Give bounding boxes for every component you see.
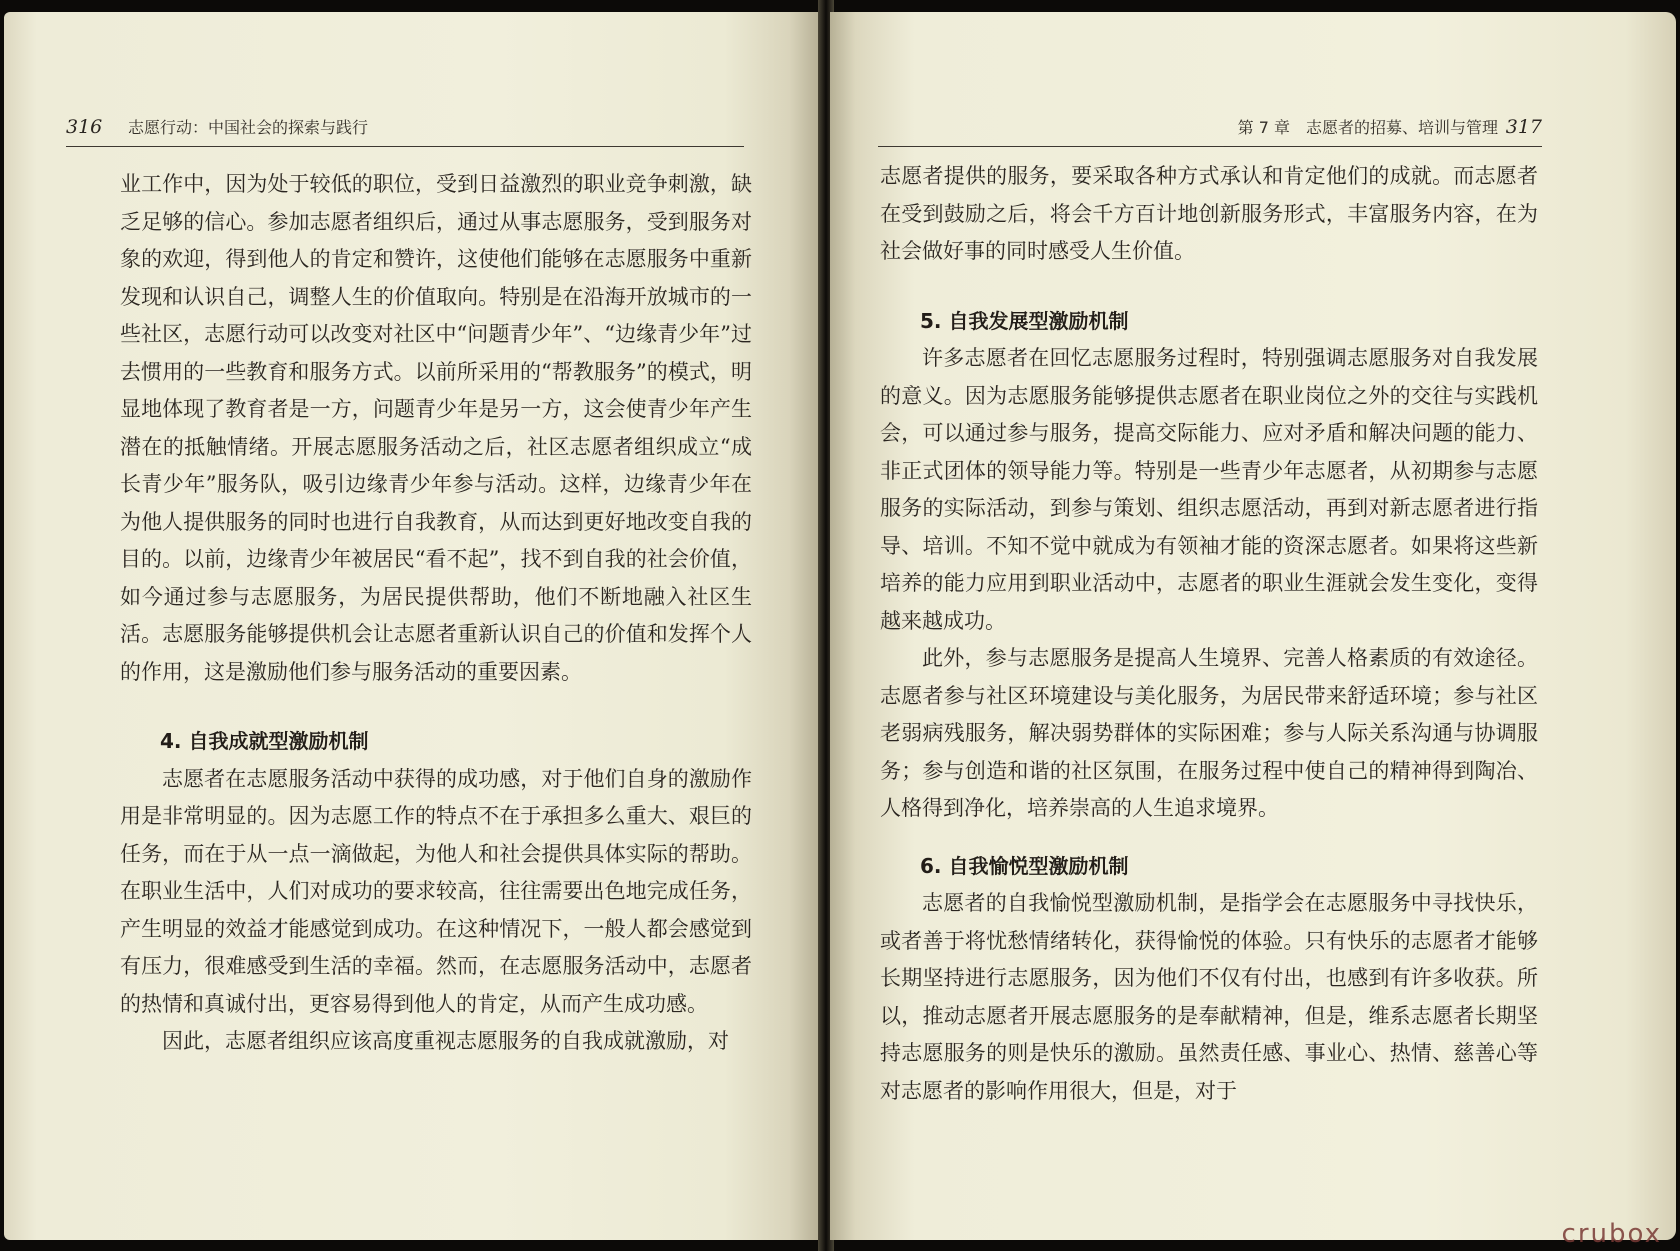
section-heading: 5. 自我发展型激励机制 — [920, 308, 1129, 333]
right-page — [830, 12, 1676, 1240]
right-page-body — [880, 158, 1538, 1110]
paragraph: 志愿者提供的服务，要采取各种方式承认和肯定他们的成就。而志愿者在受到鼓励之后，将会千方百计地创新服务形式，丰富服务内容，在为社会做好事的同时感受人生价值。 — [880, 164, 1538, 263]
paragraph: 许多志愿者在回忆志愿服务过程时，特别强调志愿服务对自我发展的意义。因为志愿服务能够提供志愿者在职业岗位之外的交往与实践机会，可以通过参与服务，提高交际能力、应对矛盾和解决问题的能力、非正式团体的领导能力等。特别是一些青少年志愿者，从初期参与志愿服务的实际活动，到参与策划、组织志愿活动，再到对新志愿者进行指导、培训。不知不觉中就成为有领袖才能的资深志愿者。如果将这些新培养的能力应用到职业活动中，志愿者的职业生涯就会发生变化，变得越来越成功。 — [880, 346, 1538, 633]
right-page-header — [878, 100, 1542, 147]
left-page — [4, 12, 822, 1240]
left-page-body — [120, 166, 752, 1061]
paragraph: 业工作中，因为处于较低的职位，受到日益激烈的职业竞争刺激，缺乏足够的信心。参加志愿者组织后，通过从事志愿服务，受到服务对象的欢迎，得到他人的肯定和赞许，这使他们能够在志愿服务中重新发现和认识自己，调整人生的价值取向。特别是在沿海开放城市的一些社区，志愿行动可以改变对社区中“问题青少年”、“边缘青少年”过去惯用的一些教育和服务方式。以前所采用的“帮教服务”的模式，明显地体现了教育者是一方，问题青少年是另一方，这会使青少年产生潜在的抵触情绪。开展志愿服务活动之后，社区志愿者组织成立“成长青少年”服务队，吸引边缘青少年参与活动。这样，边缘青少年在为他人提供服务的同时也进行自我教育，从而达到更好地改变自我的目的。以前，边缘青少年被居民“看不起”，找不到自我的社会价值，如今通过参与志愿服务，为居民提供帮助，他们不断地融入社区生活。志愿服务能够提供机会让志愿者重新认识自己的价值和发挥个人的作用，这是激励他们参与服务活动的重要因素。 — [120, 172, 752, 684]
section-heading: 4. 自我成就型激励机制 — [160, 729, 369, 753]
paragraph: 志愿者的自我愉悦型激励机制，是指学会在志愿服务中寻找快乐，或者善于将忧愁情绪转化，获得愉悦的体验。只有快乐的志愿者才能够长期坚持进行志愿服务，因为他们不仅有付出，也感到有许多收获。所以，推动志愿者开展志愿服务的是奉献精神，但是，维系志愿者长期坚持志愿服务的则是快乐的激励。虽然责任感、事业心、热情、慈善心等对志愿者的影响作用很大，但是，对于 — [880, 891, 1538, 1103]
paragraph: 此外，参与志愿服务是提高人生境界、完善人格素质的有效途径。志愿者参与社区环境建设与美化服务，为居民带来舒适环境；参与社区老弱病残服务，解决弱势群体的实际困难；参与人际关系沟通与协调服务；参与创造和谐的社区氛围，在服务过程中使自己的精神得到陶冶、人格得到净化，培养崇高的人生追求境界。 — [880, 646, 1538, 820]
running-title: 第 7 章 志愿者的招募、培训与管理 — [1237, 118, 1498, 137]
section-heading: 6. 自我愉悦型激励机制 — [920, 853, 1129, 878]
watermark: crubox — [1561, 1219, 1662, 1249]
left-page-header — [66, 100, 744, 147]
page-number: 317 — [1505, 116, 1542, 138]
paragraph: 志愿者在志愿服务活动中获得的成功感，对于他们自身的激励作用是非常明显的。因为志愿工作的特点不在于承担多么重大、艰巨的任务，而在于从一点一滴做起，为他人和社会提供具体实际的帮助。在职业生活中，人们对成功的要求较高，往往需要出色地完成任务，产生明显的效益才能感觉到成功。在这种情况下，一般人都会感觉到有压力，很难感受到生活的幸福。然而，在志愿服务活动中，志愿者的热情和真诚付出，更容易得到他人的肯定，从而产生成功感。 — [120, 766, 752, 1016]
running-title: 志愿行动：中国社会的探索与践行 — [128, 118, 369, 137]
paragraph: 因此，志愿者组织应该高度重视志愿服务的自我成就激励，对 — [162, 1029, 729, 1053]
page-number: 316 — [66, 116, 103, 138]
